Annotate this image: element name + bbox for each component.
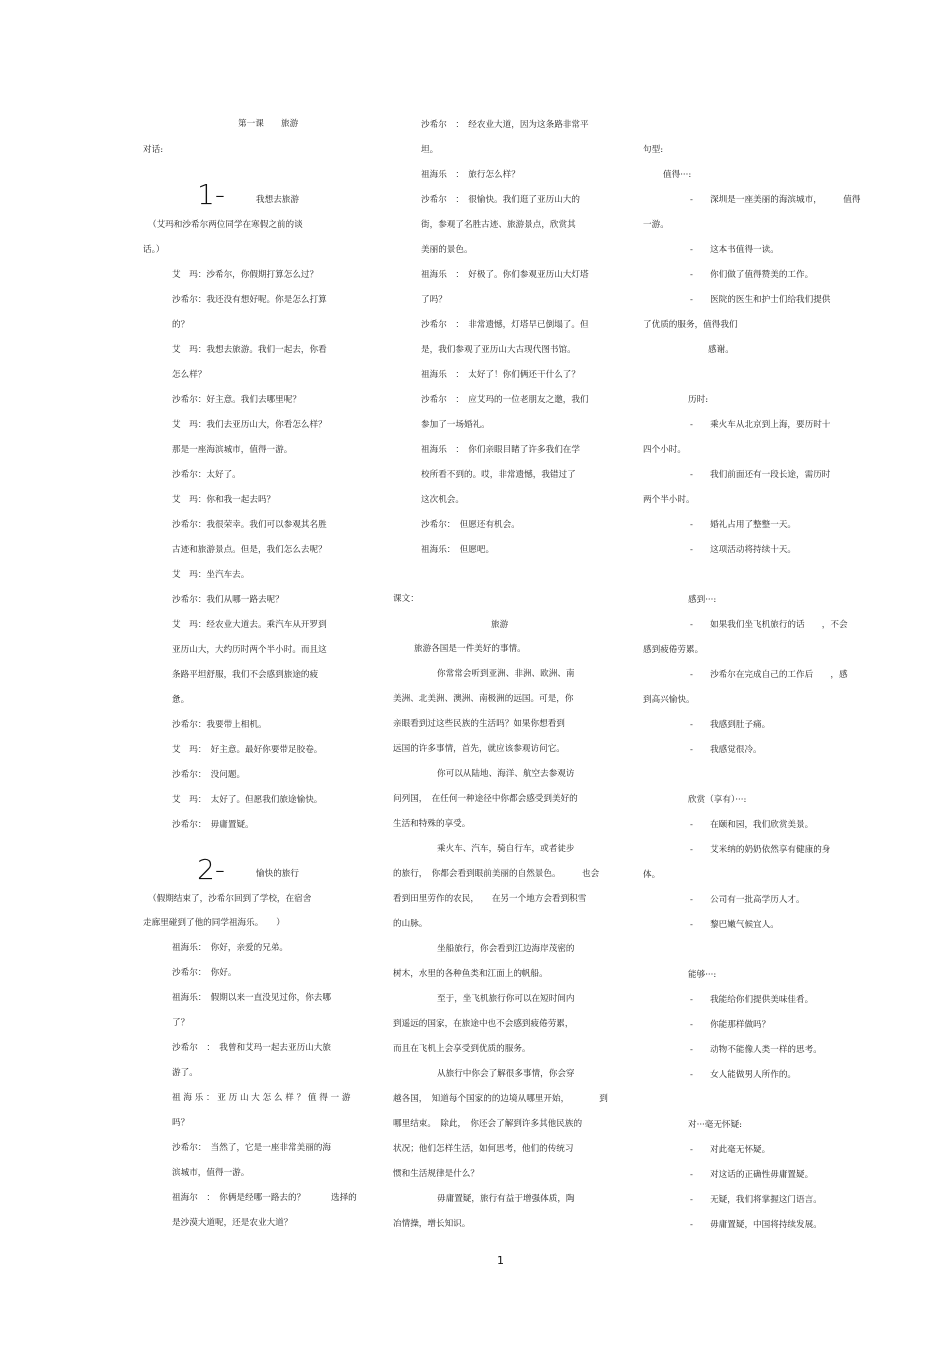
text-line: 坐船旅行，你会看到江边海岸茂密的 bbox=[437, 944, 575, 954]
text-line: 越各国， 知道每个国家的的边境从哪里开始， 到 bbox=[393, 1094, 608, 1104]
text-line: 你可以从陆地、海洋、航空去参观访 bbox=[437, 769, 575, 779]
text-line: 生活和特殊的享受。 bbox=[393, 819, 471, 829]
text-line: 旅游各国是一件美好的事情。 bbox=[414, 644, 526, 654]
pattern-line: - 乘火车从北京到上海，要历时十 bbox=[690, 420, 831, 430]
dialogue-1-number: 1- bbox=[197, 178, 225, 211]
dialogue-1-title: 我想去旅游 bbox=[256, 195, 299, 205]
pattern-line: 感到···: bbox=[688, 595, 717, 605]
dialogue-1-intro-line: 话。） bbox=[143, 245, 165, 255]
text-label: 课文： bbox=[393, 594, 419, 604]
dialogue-line: 祖海乐 ： 旅行怎么样？ bbox=[421, 170, 520, 180]
dialogue-line: 那是一座海滨城市，值得一游。 bbox=[172, 445, 293, 455]
dialogue-line: 沙希尔： 你好。 bbox=[172, 968, 237, 978]
dialogue-line: 亚历山大，大约历时两个半小时。而且这 bbox=[172, 645, 327, 655]
pattern-line: - 对这话的正确性毋庸置疑。 bbox=[690, 1170, 814, 1180]
pattern-line: 两个半小时。 bbox=[643, 495, 695, 505]
dialogue-line: 沙希尔： 但愿还有机会。 bbox=[421, 520, 520, 530]
text-line: 的旅行， 你都会看到眼前美丽的自然景色。 也会 bbox=[393, 869, 600, 879]
pattern-line: 值得···: bbox=[663, 170, 692, 180]
pattern-line: - 在颐和园，我们欣赏美景。 bbox=[690, 820, 814, 830]
dialogue-2-intro-line: 走廊里碰到了他的同学祖海乐。 ） bbox=[143, 918, 285, 928]
pattern-line: - 我感到肚子痛。 bbox=[690, 720, 771, 730]
dialogue-line: 是沙漠大道呢，还是农业大道？ bbox=[172, 1218, 293, 1228]
dialogue-line: 惫。 bbox=[172, 695, 190, 705]
dialogue-line: 沙希尔：我还没有想好呢。你是怎么打算 bbox=[172, 295, 327, 305]
text-line: 你常常会听到亚洲、非洲、欧洲、南 bbox=[437, 669, 575, 679]
dialogue-line: 艾 玛：你和我一起去吗？ bbox=[172, 495, 276, 505]
text-line: 冶情操，增长知识。 bbox=[393, 1219, 471, 1229]
dialogue-line: 了？ bbox=[172, 1018, 190, 1028]
dialogue-line: 沙希尔 ： 我曾和艾玛一起去亚历山大旅 bbox=[172, 1043, 331, 1053]
dialogue-line: 祖海乐 ： 太好了！你们俩还干什么了？ bbox=[421, 370, 580, 380]
pattern-line: - 婚礼占用了整整一天。 bbox=[690, 520, 797, 530]
dialogue-label: 对话: bbox=[143, 145, 164, 155]
dialogue-line: 条路平坦舒服，我们不会感到旅途的疲 bbox=[172, 670, 319, 680]
pattern-line: 对···毫无怀疑: bbox=[688, 1120, 743, 1130]
dialogue-line: 沙希尔 ： 经农业大道，因为这条路非常平 bbox=[421, 120, 589, 130]
dialogue-line: 沙希尔： 毋庸置疑。 bbox=[172, 820, 254, 830]
pattern-line: - 我们前面还有一段长途，需历时 bbox=[690, 470, 831, 480]
text-line: 哪里结束。 除此， 你还会了解到许多其他民族的 bbox=[393, 1119, 583, 1129]
dialogue-line: 艾 玛：经农业大道去。乘汽车从开罗到 bbox=[172, 620, 327, 630]
dialogue-line: 祖海尔 ： 你俩是经哪一路去的？ 选择的 bbox=[172, 1193, 357, 1203]
text-line: 远国的许多事情，首先，就应该参观访问它。 bbox=[393, 744, 565, 754]
dialogue-2-title: 愉快的旅行 bbox=[256, 869, 299, 879]
dialogue-line: 滨城市，值得一游。 bbox=[172, 1168, 250, 1178]
dialogue-line: 坦。 bbox=[421, 145, 439, 155]
dialogue-line: 怎么样？ bbox=[172, 370, 207, 380]
pattern-line: 一游。 bbox=[643, 220, 669, 230]
dialogue-line: 美丽的景色。 bbox=[421, 245, 473, 255]
dialogue-line: 艾 玛：我们去亚历山大，你看怎么样？ bbox=[172, 420, 327, 430]
dialogue-1-intro-line: （艾玛和沙希尔两位同学在寒假之前的谈 bbox=[148, 220, 303, 230]
dialogue-line: 祖海乐： 假期以来一直没见过你，你去哪 bbox=[172, 993, 331, 1003]
dialogue-line: 吗？ bbox=[172, 1118, 190, 1128]
text-line: 乘火车、汽车，骑自行车，或者徒步 bbox=[437, 844, 575, 854]
pattern-line: - 我感觉很冷。 bbox=[690, 745, 762, 755]
text-line: 亲眼看到过这些民族的生活吗？如果你想看到 bbox=[393, 719, 565, 729]
pattern-line: - 我能给你们提供美味佳肴。 bbox=[690, 995, 814, 1005]
dialogue-line: 祖海乐 ： 你们亲眼目睹了许多我们在学 bbox=[421, 445, 580, 455]
dialogue-line: 校所看不到的。哎，非常遗憾，我错过了 bbox=[421, 470, 576, 480]
text-line: 而且在飞机上会享受到优质的服务。 bbox=[393, 1044, 531, 1054]
pattern-line: - 这本书值得一读。 bbox=[690, 245, 779, 255]
lesson-title: 第一课 旅游 bbox=[238, 119, 299, 129]
text-line: 到遥远的国家，在旅途中也不会感到疲倦劳累， bbox=[393, 1019, 574, 1029]
text-line: 至于，坐飞机旅行你可以在短时间内 bbox=[437, 994, 575, 1004]
dialogue-line: 艾 玛：我想去旅游。我们一起去，你看 bbox=[172, 345, 327, 355]
dialogue-line: 游了。 bbox=[172, 1068, 198, 1078]
dialogue-line: 了吗？ bbox=[421, 295, 447, 305]
dialogue-line: 是，我们参观了亚历山大古现代图书馆。 bbox=[421, 345, 576, 355]
dialogue-line: 参加了一场婚礼。 bbox=[421, 420, 490, 430]
pattern-line: - 动物不能像人类一样的思考。 bbox=[690, 1045, 822, 1055]
text-line: 毋庸置疑，旅行有益于增强体质，陶 bbox=[437, 1194, 575, 1204]
dialogue-line: 艾 玛： 太好了。但愿我们旅途愉快。 bbox=[172, 795, 323, 805]
text-line: 从旅行中你会了解很多事情，你会穿 bbox=[437, 1069, 575, 1079]
pattern-line: 了优质的服务，值得我们 bbox=[643, 320, 738, 330]
dialogue-line: 沙希尔 ： 很愉快。我们逛了亚历山大的 bbox=[421, 195, 580, 205]
pattern-line: - 沙希尔在完成自己的工作后 ，感 bbox=[690, 670, 848, 680]
pattern-line: 到高兴愉快。 bbox=[643, 695, 695, 705]
dialogue-line: 艾 玛：坐汽车去。 bbox=[172, 570, 250, 580]
dialogue-line: 沙希尔：好主意。我们去哪里呢？ bbox=[172, 395, 301, 405]
page-number: 1 bbox=[497, 1254, 504, 1267]
pattern-line: - 深圳是一座美丽的海滨城市， 值得 bbox=[690, 195, 861, 205]
pattern-line: 体。 bbox=[643, 870, 661, 880]
text-line: 树木，水里的各种鱼类和江面上的帆船。 bbox=[393, 969, 548, 979]
pattern-line: - 毋庸置疑，中国将持续发展。 bbox=[690, 1220, 822, 1230]
dialogue-line: 祖海乐： 但愿吧。 bbox=[421, 545, 495, 555]
dialogue-line: 沙希尔：太好了。 bbox=[172, 470, 241, 480]
dialogue-line: 沙希尔： 当然了，它是一座非常美丽的海 bbox=[172, 1143, 331, 1153]
text-line: 美洲、北美洲、澳洲、南极洲的远国。可是，你 bbox=[393, 694, 574, 704]
pattern-line: 历时: bbox=[688, 395, 709, 405]
dialogue-2-intro-line: （假期结束了，沙希尔回到了学校，在宿舍 bbox=[148, 894, 312, 904]
dialogue-2-number: 2- bbox=[197, 853, 225, 886]
dialogue-line: 这次机会。 bbox=[421, 495, 464, 505]
text-line: 惯和生活规律是什么？ bbox=[393, 1169, 479, 1179]
pattern-line: - 医院的医生和护士们给我们提供 bbox=[690, 295, 831, 305]
dialogue-line: 沙希尔 ： 应艾玛的一位老朋友之邀，我们 bbox=[421, 395, 589, 405]
pattern-line: - 如果我们坐飞机旅行的话 ，不会 bbox=[690, 620, 848, 630]
dialogue-line: 的？ bbox=[172, 320, 190, 330]
pattern-line: - 对此毫无怀疑。 bbox=[690, 1145, 771, 1155]
pattern-line: 能够···: bbox=[688, 970, 717, 980]
pattern-line: 感谢。 bbox=[708, 345, 734, 355]
pattern-line: 四个小时。 bbox=[643, 445, 686, 455]
pattern-line: - 你们做了值得赞美的工作。 bbox=[690, 270, 814, 280]
text-title: 旅游 bbox=[491, 620, 509, 630]
pattern-line: - 公司有一批高学历人才。 bbox=[690, 895, 805, 905]
dialogue-line: 艾 玛：沙希尔，你假期打算怎么过？ bbox=[172, 270, 319, 280]
text-line: 看到田里劳作的农民， 在另一个地方会看到积雪 bbox=[393, 894, 587, 904]
dialogue-line: 祖 海 乐 ： 亚 历 山 大 怎 么 样 ？ 值 得 一 游 bbox=[172, 1093, 351, 1103]
dialogue-line: 街，参观了名胜古迹、旅游景点，欣赏其 bbox=[421, 220, 576, 230]
pattern-line: - 无疑，我们将掌握这门语言。 bbox=[690, 1195, 822, 1205]
dialogue-line: 沙希尔：我很荣幸。我们可以参观其名胜 bbox=[172, 520, 327, 530]
pattern-line: 感到疲倦劳累。 bbox=[643, 645, 704, 655]
text-line: 问列国， 在任何一种途径中你都会感受到美好的 bbox=[393, 794, 578, 804]
pattern-line: - 艾米纳的奶奶依然享有健康的身 bbox=[690, 845, 831, 855]
dialogue-line: 艾 玛： 好主意。最好你要带足胶卷。 bbox=[172, 745, 323, 755]
text-line: 状况；他们怎样生活，如何思考，他们的传统习 bbox=[393, 1144, 574, 1154]
pattern-line: - 你能那样做吗？ bbox=[690, 1020, 771, 1030]
pattern-line: - 这项活动将持续十天。 bbox=[690, 545, 797, 555]
pattern-line: - 女人能做男人所作的。 bbox=[690, 1070, 797, 1080]
text-line: 的山脉。 bbox=[393, 919, 428, 929]
dialogue-line: 沙希尔 ： 非常遗憾，灯塔早已倒塌了。但 bbox=[421, 320, 589, 330]
pattern-label: 句型: bbox=[643, 145, 664, 155]
pattern-line: - 黎巴嫩气候宜人。 bbox=[690, 920, 779, 930]
dialogue-line: 沙希尔：我们从哪一路去呢？ bbox=[172, 595, 284, 605]
dialogue-line: 祖海乐 ： 好极了。你们参观亚历山大灯塔 bbox=[421, 270, 589, 280]
dialogue-line: 古迹和旅游景点。但是，我们怎么去呢？ bbox=[172, 545, 327, 555]
dialogue-line: 祖海乐： 你好，亲爱的兄弟。 bbox=[172, 943, 289, 953]
dialogue-line: 沙希尔：我要带上相机。 bbox=[172, 720, 267, 730]
dialogue-line: 沙希尔： 没问题。 bbox=[172, 770, 246, 780]
pattern-line: 欣赏（享有）···: bbox=[688, 795, 747, 805]
